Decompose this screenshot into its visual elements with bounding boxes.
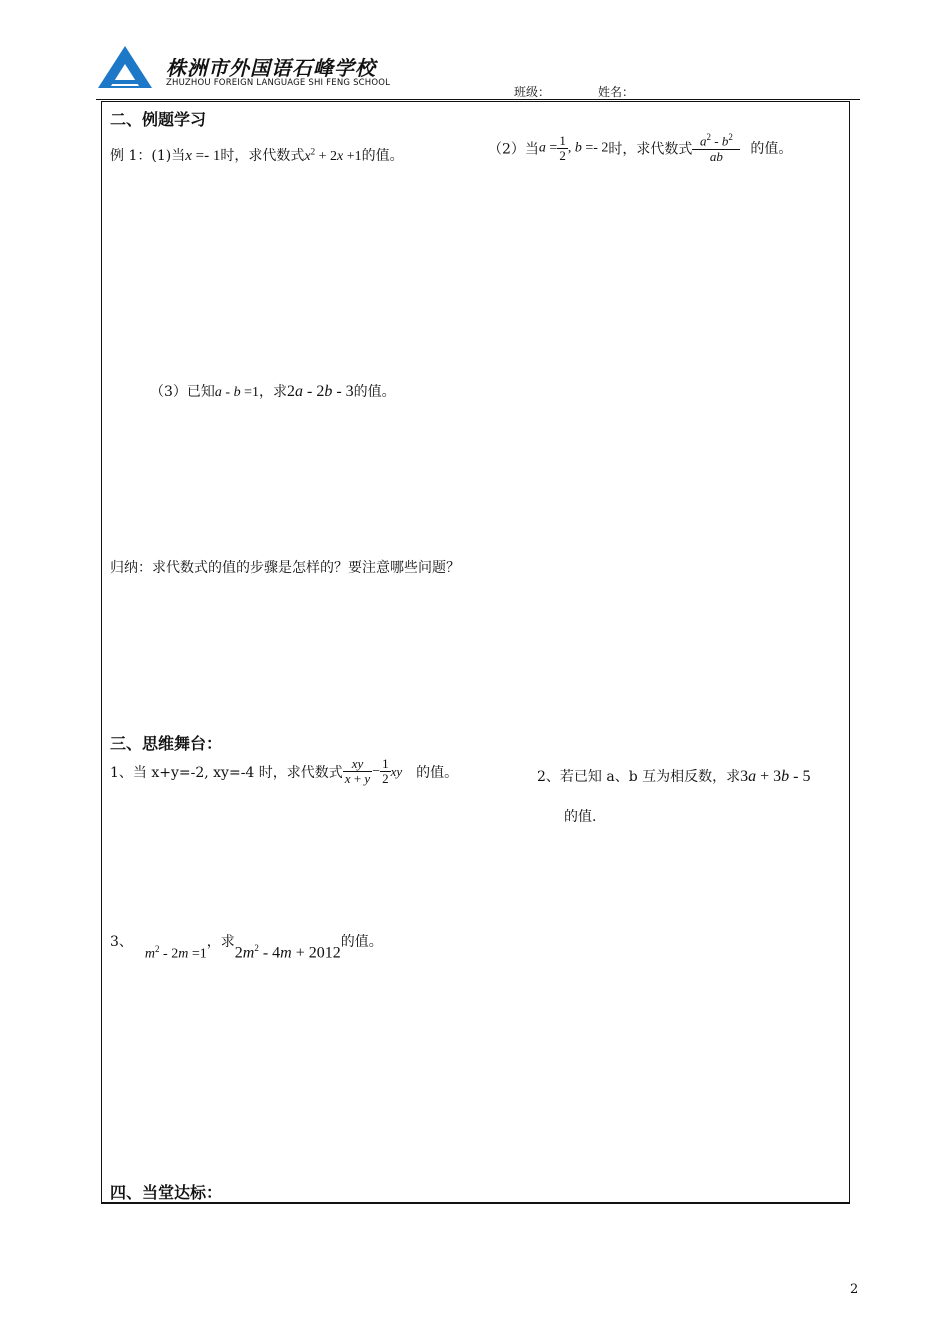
example1-part1 xyxy=(110,145,404,165)
ex1-when-end: 时，求代数式 xyxy=(220,148,305,164)
q1-xy: xy xyxy=(390,763,403,779)
class-label: 班级： xyxy=(514,85,551,99)
section4-title: 四、当堂达标： xyxy=(110,1183,223,1202)
page-number: 2 xyxy=(850,1282,859,1297)
question3 xyxy=(110,931,383,962)
ex1-3-tail: 的值。 xyxy=(353,384,396,400)
summary-question: 归纳：求代数式的值的步骤是怎样的？要注意哪些问题？ xyxy=(110,560,460,576)
q3-condition: $m^2 - 2m =1$ xyxy=(144,943,207,962)
q3-mid: ，求 xyxy=(206,934,235,950)
q2-prefix: 2、若已知 a、b 互为相反数，求 xyxy=(537,769,741,785)
section2-title: 二、例题学习 xyxy=(110,110,207,129)
ex1-3-expression: 2a - 2b - 3 xyxy=(287,383,354,400)
q3-expression: $2m^2 - 4m + 2012$ xyxy=(234,943,341,962)
ex1-3-prefix: （3）已知 xyxy=(150,384,215,400)
minus-sign: − xyxy=(372,763,381,779)
ex1-expression: $x^2 + 2x +1$ xyxy=(304,146,362,164)
q2-expression: 3a + 3b - 5 xyxy=(740,768,811,785)
ex1-2-a: a = xyxy=(538,140,558,156)
example1-part2 xyxy=(488,133,792,164)
fraction-one-half: $\frac{1}{2}$ xyxy=(559,132,566,163)
school-name-en: ZHUZHOU FOREIGN LANGUAGE SHI FENG SCHOOL xyxy=(166,78,391,88)
ex1-3-mid: ，求 xyxy=(259,384,287,400)
school-name-cn: 株洲市外国语石峰学校 xyxy=(166,56,376,80)
example1-part3 xyxy=(150,381,396,401)
section3-title: 三、思维舞台： xyxy=(110,734,223,753)
q3-tail: 的值。 xyxy=(340,934,383,950)
school-logo xyxy=(96,44,154,90)
q1-prefix: 1、当 x+y=-2, xy=-4 时，求代数式 xyxy=(110,764,343,781)
header-divider xyxy=(96,99,860,100)
ex1-tail: 的值。 xyxy=(361,148,404,164)
ex1-2-tail: 的值。 xyxy=(750,141,793,158)
name-label: 姓名： xyxy=(598,85,635,99)
ex1-2-b: , b =- 2 xyxy=(567,140,609,156)
q2-tail: 的值. xyxy=(564,809,597,825)
ex1-prefix: 例 1：(1)当 xyxy=(110,148,186,164)
q3-prefix: 3、 xyxy=(110,934,133,950)
fraction-a2-b2-over-ab: $\frac{a^2 - b^2}{ab}$ xyxy=(692,133,740,164)
question2 xyxy=(537,766,810,786)
worksheet-frame xyxy=(101,101,850,1204)
ex1-2-prefix: （2）当 xyxy=(488,141,539,158)
ex1-2-mid: 时，求代数式 xyxy=(608,141,693,158)
ex1-condition: x =- 1 xyxy=(185,148,221,164)
fraction-one-half-q1: $\frac{1}{2}$ xyxy=(382,756,389,787)
q1-tail: 的值。 xyxy=(416,764,459,781)
ex1-3-condition: a - b =1 xyxy=(214,385,259,400)
question1 xyxy=(110,757,458,787)
fraction-xy-over-x-plus-y: $\frac{xy}{x + y}$ xyxy=(344,756,371,787)
